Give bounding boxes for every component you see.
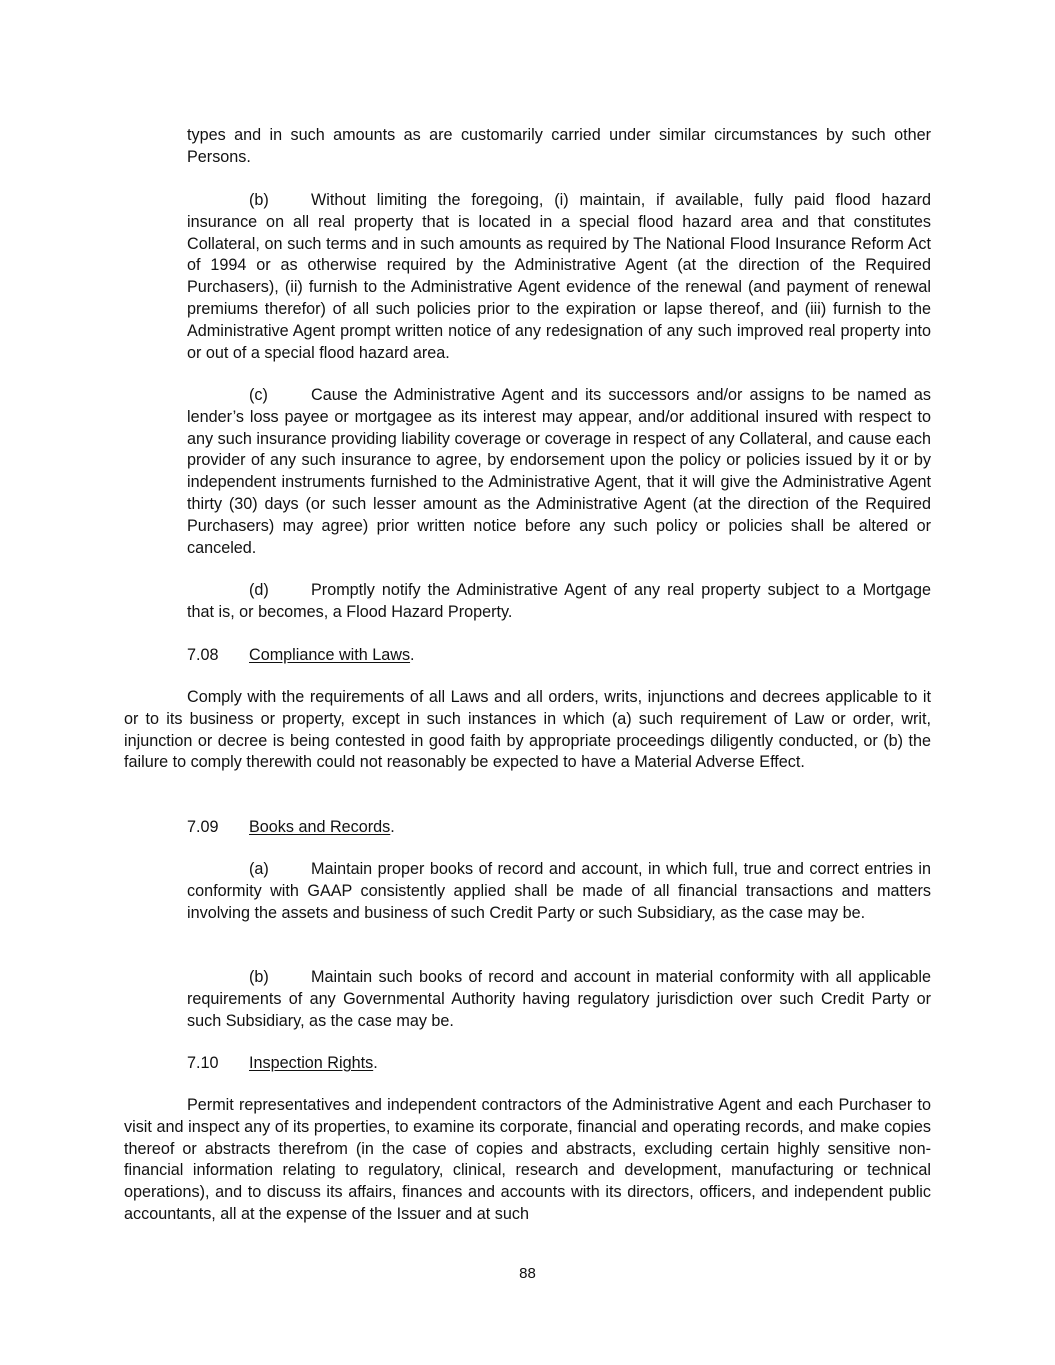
paragraph-text: Cause the Administrative Agent and its successors and/or assigns to be named as lender’s loss payee or mortgagee as its interest may appear, and/or additional insured with respect to any such insurance providing liability coverage or coverage in respect of any Collateral, and cause each provider of any such insurance to agree, by endorsement upon the policy or policies issued by it or by independent instruments furnished to the Administrative Agent, that it will give the Administrative Agent thirty (30) days (or such lesser amount as the Administrative Agent (at the direction of the Required Purchasers) may agree) prior written notice before any such policy or policies shall be altered or canceled. <box>187 386 931 557</box>
paragraph-text: Maintain proper books of record and account, in which full, true and correct entries in conformity with GAAP consistently applied shall be made of all financial transactions and matters involving the assets and business of such Credit Party or such Subsidiary, as the case may be. <box>187 860 931 922</box>
section-title: Books and Records <box>249 818 391 836</box>
section-7-08-body <box>124 687 931 774</box>
paragraph-c-loss-payee <box>187 385 931 559</box>
section-number: 7.10 <box>187 1054 219 1072</box>
paragraph-d-flood-notice <box>187 580 931 624</box>
heading-period: . <box>373 1054 378 1072</box>
clause-label: (c) <box>249 386 268 404</box>
paragraph-text: Maintain such books of record and account in material conformity with all applicable requirements of any Governmental Authority having regulatory jurisdiction over such Credit Party or such Subsidiary, as the case may be. <box>187 968 931 1030</box>
heading-period: . <box>390 818 395 836</box>
paragraph-text: Without limiting the foregoing, (i) maintain, if available, fully paid flood hazard insurance on all real property that is located in a special flood hazard area and that constitutes Collateral, on such terms and in such amounts as required by The National Flood Insurance Reform Act of 1994 or as otherwise required by the Administrative Agent (at the direction of the Required Purchasers), (ii) furnish to the Administrative Agent evidence of the renewal (and payment of renewal premiums therefor) of all such policies prior to the expiration or lapse thereof, and (iii) furnish to the Administrative Agent prompt written notice of any redesignation of any such improved real property into or out of a special flood hazard area. <box>187 191 931 362</box>
section-heading-7-09 <box>187 817 395 839</box>
section-title: Compliance with Laws <box>249 646 411 664</box>
paragraph-b-flood-insurance <box>187 190 931 364</box>
heading-period: . <box>410 646 415 664</box>
clause-label: (b) <box>249 968 269 986</box>
section-7-09-a <box>187 859 931 924</box>
section-number: 7.09 <box>187 818 219 836</box>
paragraph-text: Comply with the requirements of all Laws and all orders, writs, injunctions and decrees applicable to it or to its business or property, except in such instances in which (a) such requirement of Law or order, writ, injunction or decree is being contested in good faith by appropriate proceedings diligently conducted, or (b) the failure to comply therewith could not reasonably be expected to have a Material Adverse Effect. <box>124 688 931 772</box>
section-7-10-body <box>124 1095 931 1226</box>
paragraph-text: Promptly notify the Administrative Agent of any real property subject to a Mortgage that is, or becomes, a Flood Hazard Property. <box>187 581 931 621</box>
section-7-09-b <box>187 967 931 1032</box>
section-heading-7-10 <box>187 1053 378 1075</box>
paragraph-text: Permit representatives and independent contractors of the Administrative Agent and each Purchaser to visit and inspect any of its properties, to examine its corporate, financial and operating records, and make copies thereof or abstracts therefrom (in the case of copies and abstracts, excluding certain highly sensitive non-financial information relating to regulatory, clinical, research and development, manufacturing or technical operations), and to discuss its affairs, finances and accounts with its directors, officers, and independent public accountants, all at the expense of the Issuer and at such <box>124 1096 931 1223</box>
paragraph-continuation <box>187 125 931 169</box>
clause-label: (d) <box>249 581 269 599</box>
clause-label: (a) <box>249 860 269 878</box>
page-number: 88 <box>519 1265 536 1282</box>
paragraph-text: types and in such amounts as are customarily carried under similar circumstances by such other Persons. <box>187 126 931 166</box>
section-title: Inspection Rights <box>249 1054 374 1072</box>
section-number: 7.08 <box>187 646 219 664</box>
section-heading-7-08 <box>187 645 415 667</box>
clause-label: (b) <box>249 191 269 209</box>
